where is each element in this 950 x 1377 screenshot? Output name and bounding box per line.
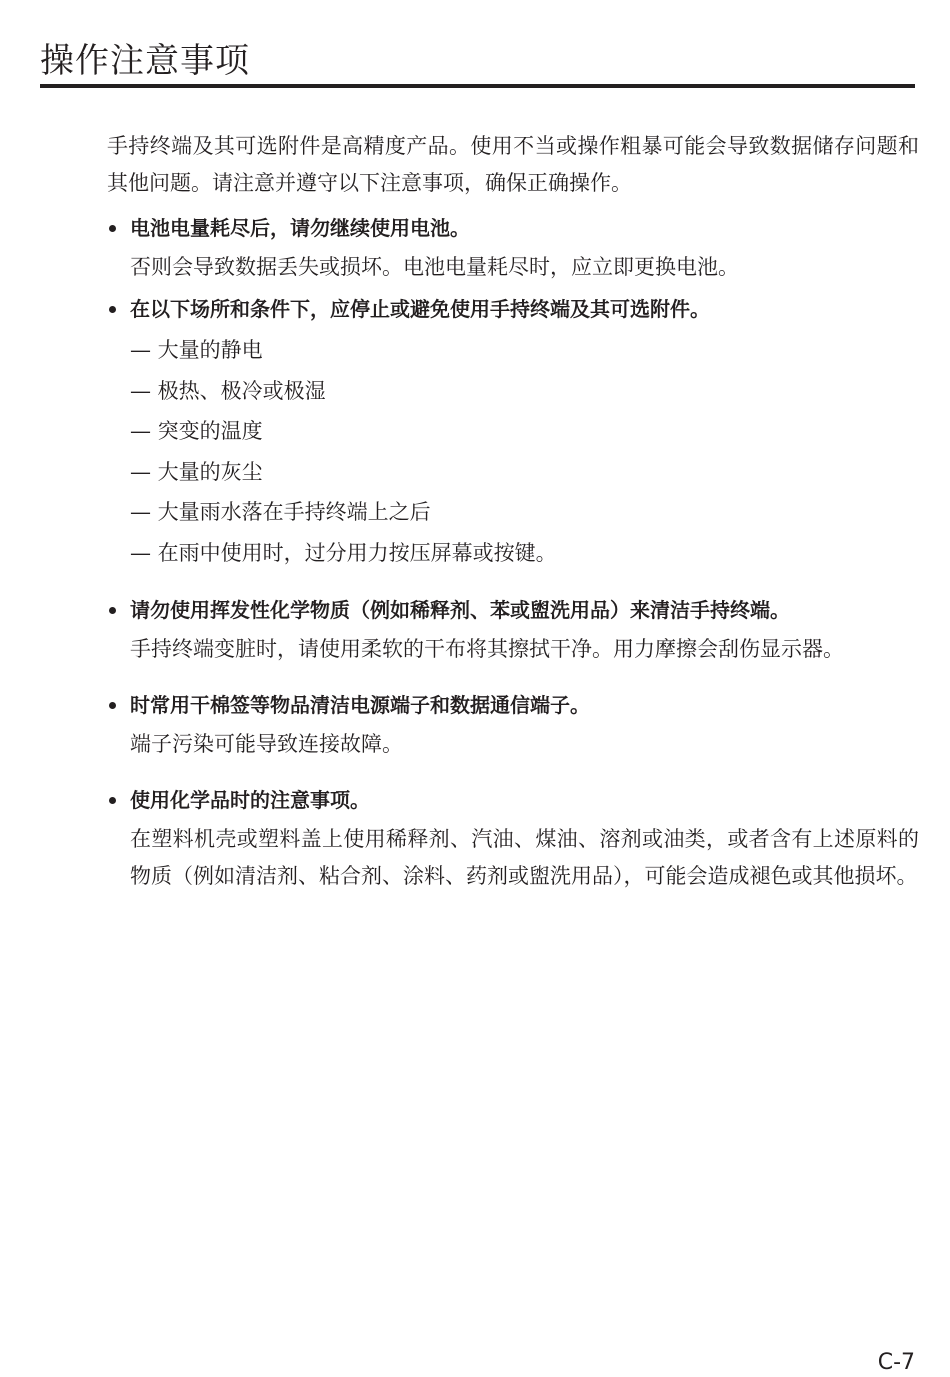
bullet-icon — [109, 797, 116, 804]
section-body: 在塑料机壳或塑料盖上使用稀释剂、汽油、煤油、溶剂或油类，或者含有上述原料的物质（例如清洁剂、粘合剂、涂料、药剂或盥洗用品），可能会造成褪色或其他损坏。 — [130, 827, 919, 888]
bullet-heading — [107, 783, 919, 817]
section-body: 端子污染可能导致连接故障。 — [130, 732, 403, 756]
list-item: — 极热、极冷或极湿 — [130, 378, 326, 403]
page-title: 操作注意事项 — [40, 41, 250, 81]
list-item: — 在雨中使用时，过分用力按压屏幕或按键。 — [130, 540, 557, 565]
title-divider — [40, 84, 915, 88]
section-terminals — [107, 688, 919, 763]
main-content — [107, 128, 919, 895]
list-item: — 大量雨水落在手持终端上之后 — [130, 500, 431, 524]
list-item: — 大量的灰尘 — [130, 459, 263, 484]
bullet-heading — [107, 593, 919, 627]
section-heading: 时常用干棉签等物品清洁电源端子和数据通信端子。 — [130, 693, 590, 717]
page-number: C-7 — [877, 1350, 915, 1375]
condition-list — [107, 330, 919, 573]
bullet-heading — [107, 688, 919, 722]
section-heading: 在以下场所和条件下，应停止或避免使用手持终端及其可选附件。 — [130, 297, 710, 321]
section-body: 否则会导致数据丢失或损坏。电池电量耗尽时，应立即更换电池。 — [130, 255, 739, 279]
section-battery — [107, 211, 919, 286]
section-chemical-precautions — [107, 783, 919, 895]
section-conditions — [107, 292, 919, 573]
section-heading: 电池电量耗尽后，请勿继续使用电池。 — [130, 216, 470, 240]
section-volatile-chemicals — [107, 593, 919, 668]
bullet-icon — [109, 306, 116, 313]
bullet-heading — [107, 292, 919, 326]
section-heading: 使用化学品时的注意事项。 — [130, 788, 370, 812]
section-heading: 请勿使用挥发性化学物质（例如稀释剂、苯或盥洗用品）来清洁手持终端。 — [130, 598, 790, 622]
list-item: — 突变的温度 — [130, 419, 263, 443]
bullet-icon — [109, 702, 116, 709]
bullet-heading — [107, 211, 919, 245]
intro-paragraph: 手持终端及其可选附件是高精度产品。使用不当或操作粗暴可能会导致数据储存问题和其他问题。请注意并遵守以下注意事项，确保正确操作。 — [107, 134, 919, 195]
bullet-icon — [109, 607, 116, 614]
section-body: 手持终端变脏时，请使用柔软的干布将其擦拭干净。用力摩擦会刮伤显示器。 — [130, 637, 844, 661]
list-item: — 大量的静电 — [130, 338, 263, 362]
bullet-icon — [109, 225, 116, 232]
